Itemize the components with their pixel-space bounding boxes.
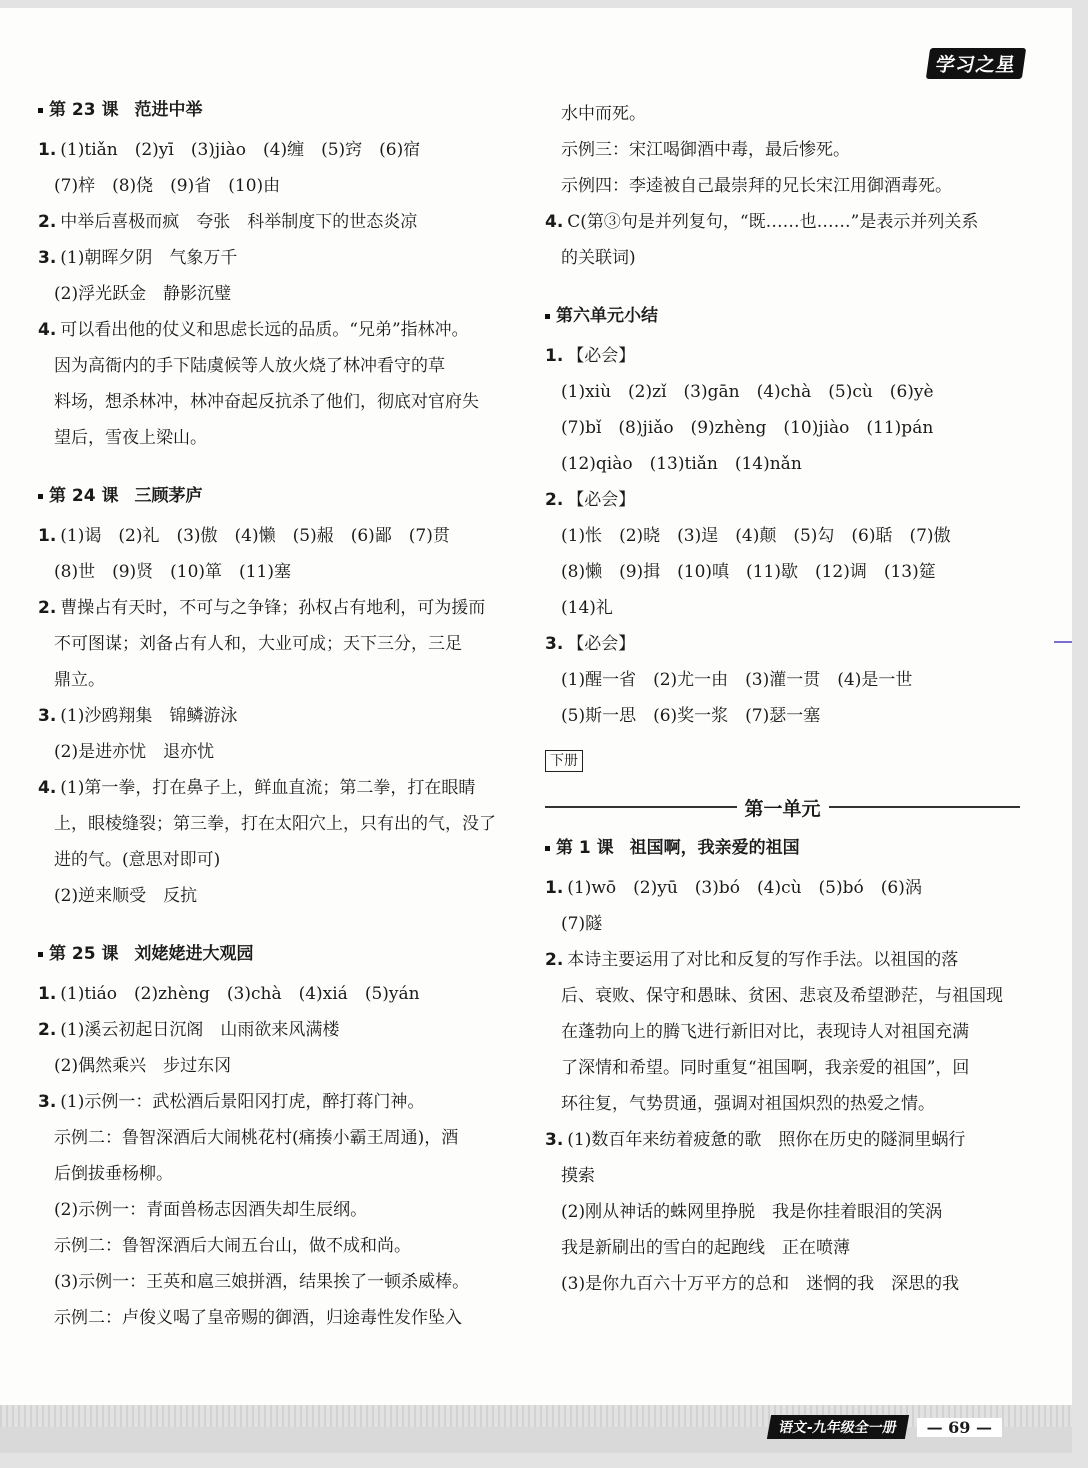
answer-line <box>545 518 1020 554</box>
question-number: 3. <box>38 1092 57 1112</box>
lesson-section <box>38 96 516 456</box>
answer-text: 曹操占有天时，不可与之争锋；孙权占有地利，可为援而 <box>60 598 486 618</box>
answer-line <box>38 1048 516 1084</box>
bullet-marker <box>38 952 43 957</box>
answer-text: (1)怅 (2)晓 (3)逞 (4)颠 (5)勾 (6)聒 (7)傲 <box>561 526 951 546</box>
section-title <box>38 482 516 510</box>
footer-bar <box>769 1415 1002 1439</box>
question-number: 1. <box>38 140 57 160</box>
answer-line <box>545 590 1020 626</box>
answer-line <box>545 338 1020 374</box>
answer-line <box>38 698 516 734</box>
section-title <box>38 940 516 968</box>
answer-line <box>545 1266 1020 1302</box>
answer-text: 的关联词) <box>561 248 636 268</box>
answer-line <box>545 446 1020 482</box>
answer-line <box>38 348 516 384</box>
answer-line <box>38 590 516 626</box>
answer-line <box>545 1194 1020 1230</box>
answer-text: 在蓬勃向上的腾飞进行新旧对比，表现诗人对祖国充满 <box>561 1022 969 1042</box>
answer-text: 示例四：李逵被自己最崇拜的兄长宋江用御酒毒死。 <box>561 176 952 196</box>
section-gap <box>38 914 516 940</box>
page-footer <box>0 1405 1072 1453</box>
answer-text: (1)数百年来纺着疲惫的歌 照你在历史的隧洞里蜗行 <box>567 1130 966 1150</box>
answer-text: 后、衰败、保守和愚昧、贫困、悲哀及希望渺茫，与祖国现 <box>561 986 1003 1006</box>
answer-text: 水中而死。 <box>561 104 646 124</box>
answer-line <box>38 276 516 312</box>
question-number: 3. <box>545 634 564 654</box>
answer-text: 摸索 <box>561 1166 595 1186</box>
answer-text: 【必会】 <box>567 346 636 366</box>
question-number: 4. <box>38 320 57 340</box>
question-number: 3. <box>545 1130 564 1150</box>
answer-line <box>545 132 1020 168</box>
unit-rule-right <box>829 806 1021 808</box>
answer-line <box>38 554 516 590</box>
answer-line <box>38 806 516 842</box>
answer-text: (2)示例一：青面兽杨志因酒失却生辰纲。 <box>54 1200 368 1220</box>
answer-line <box>38 1300 516 1336</box>
answer-line <box>545 482 1020 518</box>
answer-text: 后倒拔垂杨柳。 <box>54 1164 173 1184</box>
answer-line <box>38 420 516 456</box>
unit-rule-left <box>545 806 737 808</box>
answer-line <box>545 978 1020 1014</box>
lesson-section <box>38 940 516 1336</box>
answer-line <box>38 878 516 914</box>
answer-line <box>545 168 1020 204</box>
lesson-number: 第 24 课 <box>49 486 119 506</box>
bullet-marker <box>545 846 550 851</box>
bullet-marker <box>38 108 43 113</box>
answer-text: (1)xiù (2)zǐ (3)gān (4)chà (5)cù (6)yè <box>561 382 934 402</box>
answer-text: 不可图谋；刘备占有人和，大业可成；天下三分，三足 <box>54 634 462 654</box>
edge-mark <box>1054 641 1072 643</box>
answer-line <box>38 1228 516 1264</box>
answer-line <box>545 906 1020 942</box>
answer-text: (1)tiǎn (2)yī (3)jiào (4)缠 (5)窍 (6)宿 <box>60 140 421 160</box>
answer-line <box>38 168 516 204</box>
brand-logo: 学习之星 <box>926 48 1026 79</box>
question-number: 1. <box>38 526 57 546</box>
answer-text: (7)bǐ (8)jiǎo (9)zhèng (10)jiào (11)pán <box>561 418 934 438</box>
answer-line <box>545 1122 1020 1158</box>
question-number: 3. <box>38 706 57 726</box>
answer-text: (7)隧 <box>561 914 603 934</box>
answer-text: (1)谒 (2)礼 (3)傲 (4)懒 (5)赧 (6)鄙 (7)贯 <box>60 526 450 546</box>
bullet-marker <box>38 494 43 499</box>
answer-line <box>38 842 516 878</box>
answer-line <box>38 662 516 698</box>
answer-text: (1)醒一省 (2)尤一由 (3)灌一贯 (4)是一世 <box>561 670 913 690</box>
answer-text: (8)懒 (9)揖 (10)嗔 (11)歇 (12)调 (13)筵 <box>561 562 936 582</box>
answer-text: (2)刚从神话的蛛网里挣脱 我是你挂着眼泪的笑涡 <box>561 1202 943 1222</box>
answer-line <box>545 1158 1020 1194</box>
answer-text: 【必会】 <box>567 634 636 654</box>
question-number: 2. <box>38 1020 57 1040</box>
answer-line <box>545 1050 1020 1086</box>
question-number: 2. <box>545 490 564 510</box>
answer-line <box>38 1156 516 1192</box>
answer-text: 本诗主要运用了对比和反复的写作手法。以祖国的落 <box>567 950 959 970</box>
answer-line <box>38 1120 516 1156</box>
answer-line <box>38 976 516 1012</box>
answer-text: 示例三：宋江喝御酒中毒，最后惨死。 <box>561 140 850 160</box>
answer-line <box>545 204 1020 240</box>
document-page <box>0 8 1072 1453</box>
answer-line <box>545 374 1020 410</box>
question-number: 1. <box>545 878 564 898</box>
answer-line <box>545 1230 1020 1266</box>
answer-text: (2)是进亦忧 退亦忧 <box>54 742 215 762</box>
answer-text: (14)礼 <box>561 598 613 618</box>
answer-line <box>38 1012 516 1048</box>
answer-text: 望后，雪夜上梁山。 <box>54 428 207 448</box>
answer-text: (12)qiào (13)tiǎn (14)nǎn <box>561 454 802 474</box>
question-number: 4. <box>545 212 564 232</box>
answer-line <box>545 626 1020 662</box>
volume-tag: 下册 <box>545 750 583 772</box>
lesson-name: 三顾茅庐 <box>134 486 203 506</box>
section-title <box>545 302 1020 330</box>
answer-text: 中举后喜极而疯 夸张 科举制度下的世态炎凉 <box>60 212 418 232</box>
answer-text: (2)偶然乘兴 步过东冈 <box>54 1056 232 1076</box>
answer-text: 料场，想杀林冲，林冲奋起反抗杀了他们，彻底对官府失 <box>54 392 479 412</box>
answer-text: C(第③句是并列复句，“既……也……”是表示并列关系 <box>567 212 979 232</box>
answer-text: (8)世 (9)贤 (10)箪 (11)塞 <box>54 562 291 582</box>
answer-text: 示例二：鲁智深酒后大闹桃花村(痛揍小霸王周通)，酒 <box>54 1128 459 1148</box>
answer-line <box>38 1192 516 1228</box>
answer-line <box>38 1084 516 1120</box>
answer-line <box>38 312 516 348</box>
section-gap <box>38 456 516 482</box>
bullet-marker <box>545 314 550 319</box>
lesson-name: 刘姥姥进大观园 <box>134 944 254 964</box>
lesson-number: 第 1 课 <box>556 838 614 858</box>
lesson-section <box>38 482 516 914</box>
lesson-name: 第六单元小结 <box>556 306 658 326</box>
answer-line <box>38 204 516 240</box>
answer-text: (1)朝晖夕阴 气象万千 <box>60 248 238 268</box>
question-number: 2. <box>38 598 57 618</box>
answer-line <box>38 770 516 806</box>
page-number: — 69 — <box>917 1418 1002 1437</box>
question-number: 2. <box>545 950 564 970</box>
answer-line <box>38 1264 516 1300</box>
answer-text: (7)梓 (8)侥 (9)省 (10)由 <box>54 176 281 196</box>
answer-line <box>545 698 1020 734</box>
answer-text: (2)浮光跃金 静影沉璧 <box>54 284 232 304</box>
answer-text: 【必会】 <box>567 490 636 510</box>
answer-line <box>38 240 516 276</box>
answer-text: 我是新刷出的雪白的起跑线 正在喷薄 <box>561 1238 850 1258</box>
answer-line <box>545 410 1020 446</box>
question-number: 1. <box>545 346 564 366</box>
answer-line <box>545 554 1020 590</box>
answer-text: (1)溪云初起日沉阁 山雨欲来风满楼 <box>60 1020 340 1040</box>
lesson-number: 第 23 课 <box>49 100 119 120</box>
answer-text: (1)沙鸥翔集 锦鳞游泳 <box>60 706 238 726</box>
answer-text: 了深情和希望。同时重复“祖国啊，我亲爱的祖国”，回 <box>561 1058 970 1078</box>
answer-text: (3)是你九百六十万平方的总和 迷惘的我 深思的我 <box>561 1274 960 1294</box>
answer-line <box>545 942 1020 978</box>
unit-6-summary <box>545 302 1020 734</box>
answer-text: (1)第一拳，打在鼻子上，鲜血直流；第二拳，打在眼睛 <box>60 778 476 798</box>
answer-line <box>545 1086 1020 1122</box>
footer-title: 语文-九年级全一册 <box>767 1415 909 1439</box>
unit-heading <box>545 790 1020 824</box>
lesson-1 <box>545 834 1020 1302</box>
answer-text: 示例二：卢俊义喝了皇帝赐的御酒，归途毒性发作坠入 <box>54 1308 462 1328</box>
answer-text: (5)斯一思 (6)奖一浆 (7)瑟一塞 <box>561 706 821 726</box>
section-title <box>38 96 516 124</box>
answer-text: 可以看出他的仗义和思虑长远的品质。“兄弟”指林冲。 <box>60 320 469 340</box>
right-column <box>545 96 1020 1302</box>
answer-line <box>545 1014 1020 1050</box>
question-number: 1. <box>38 984 57 1004</box>
answer-text: (1)wō (2)yū (3)bó (4)cù (5)bó (6)涡 <box>567 878 922 898</box>
answer-text: 环往复，气势贯通，强调对祖国炽烈的热爱之情。 <box>561 1094 935 1114</box>
answer-text: 上，眼棱缝裂；第三拳，打在太阳穴上，只有出的气，没了 <box>54 814 496 834</box>
answer-line <box>545 96 1020 132</box>
lesson-name: 范进中举 <box>134 100 203 120</box>
answer-line <box>38 384 516 420</box>
answer-text: (1)示例一：武松酒后景阳冈打虎，醉打蒋门神。 <box>60 1092 425 1112</box>
answer-text: 示例二：鲁智深酒后大闹五台山，做不成和尚。 <box>54 1236 411 1256</box>
answer-line <box>545 870 1020 906</box>
answer-line <box>38 518 516 554</box>
answer-line <box>38 626 516 662</box>
question-number: 3. <box>38 248 57 268</box>
answer-line <box>38 734 516 770</box>
question-number: 2. <box>38 212 57 232</box>
question-number: 4. <box>38 778 57 798</box>
lesson-name: 祖国啊，我亲爱的祖国 <box>629 838 800 858</box>
answer-text: (3)示例一：王英和扈三娘拼酒，结果挨了一顿杀威棒。 <box>54 1272 470 1292</box>
lesson-number: 第 25 课 <box>49 944 119 964</box>
answer-text: 因为高衙内的手下陆虞候等人放火烧了林冲看守的草 <box>54 356 445 376</box>
left-column <box>38 96 516 1336</box>
answer-text: 鼎立。 <box>54 670 105 690</box>
lesson-25-continued <box>545 96 1020 276</box>
answer-line <box>545 240 1020 276</box>
answer-line <box>545 662 1020 698</box>
section-title <box>545 834 1020 862</box>
answer-text: 进的气。(意思对即可) <box>54 850 221 870</box>
answer-text: (2)逆来顺受 反抗 <box>54 886 198 906</box>
unit-title: 第一单元 <box>744 797 821 820</box>
answer-line <box>38 132 516 168</box>
answer-text: (1)tiáo (2)zhèng (3)chà (4)xiá (5)yán <box>60 984 420 1004</box>
